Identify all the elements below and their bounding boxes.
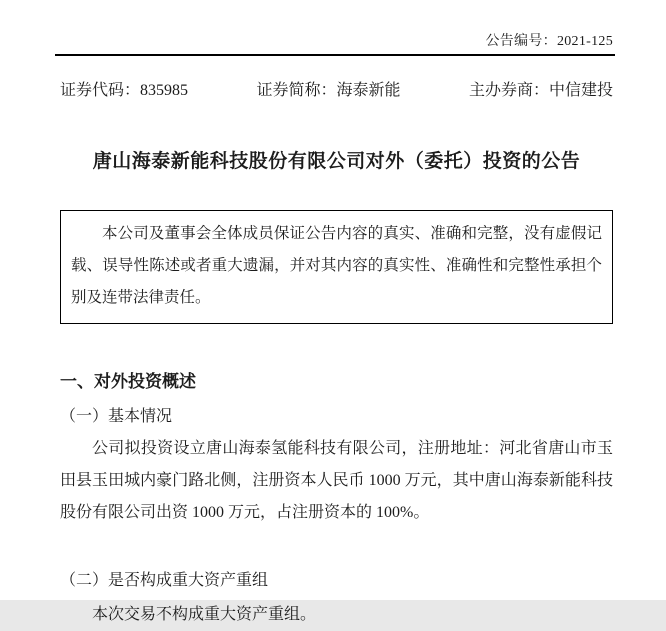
subsection-1-body: 公司拟投资设立唐山海泰氢能科技有限公司，注册地址：河北省唐山市玉田县玉田城内豪门路北侧，注册资本人民币 1000 万元，其中唐山海泰新能科技股份有限公司出资 1000 万元，占注册资本的 100%。 [60,440,613,521]
stock-short-name [256,82,400,100]
announcement-number-value: 2021-125 [556,34,613,49]
announcement-number [60,0,613,50]
securities-header [60,82,613,100]
disclaimer-box [60,210,613,324]
sponsor-broker [469,82,613,100]
sponsor-broker-label: 主办券商： [468,82,549,99]
subsection-2-body: 本次交易不构成重大资产重组。 [92,606,317,623]
stock-code-value: 835985 [140,82,189,99]
stock-short-name-value: 海泰新能 [336,82,401,99]
announcement-number-label: 公告编号： [485,34,557,49]
subsection-2-heading: （二）是否构成重大资产重组 [60,572,269,589]
disclaimer-text: 本公司及董事会全体成员保证公告内容的真实、准确和完整，没有虚假记载、误导性陈述或者重大遗漏，并对其内容的真实性、准确性和完整性承担个别及连带法律责任。 [71,225,602,306]
sponsor-broker-value: 中信建投 [548,82,613,99]
stock-code-label: 证券代码： [60,82,141,99]
top-divider [55,54,615,56]
page-title: 唐山海泰新能科技股份有限公司对外（委托）投资的公告 [92,151,581,172]
subsection-1-heading: （一）基本情况 [60,408,173,425]
section-1-heading: 一、对外投资概述 [60,372,196,391]
stock-code [60,82,188,100]
stock-short-name-label: 证券简称： [256,82,337,99]
